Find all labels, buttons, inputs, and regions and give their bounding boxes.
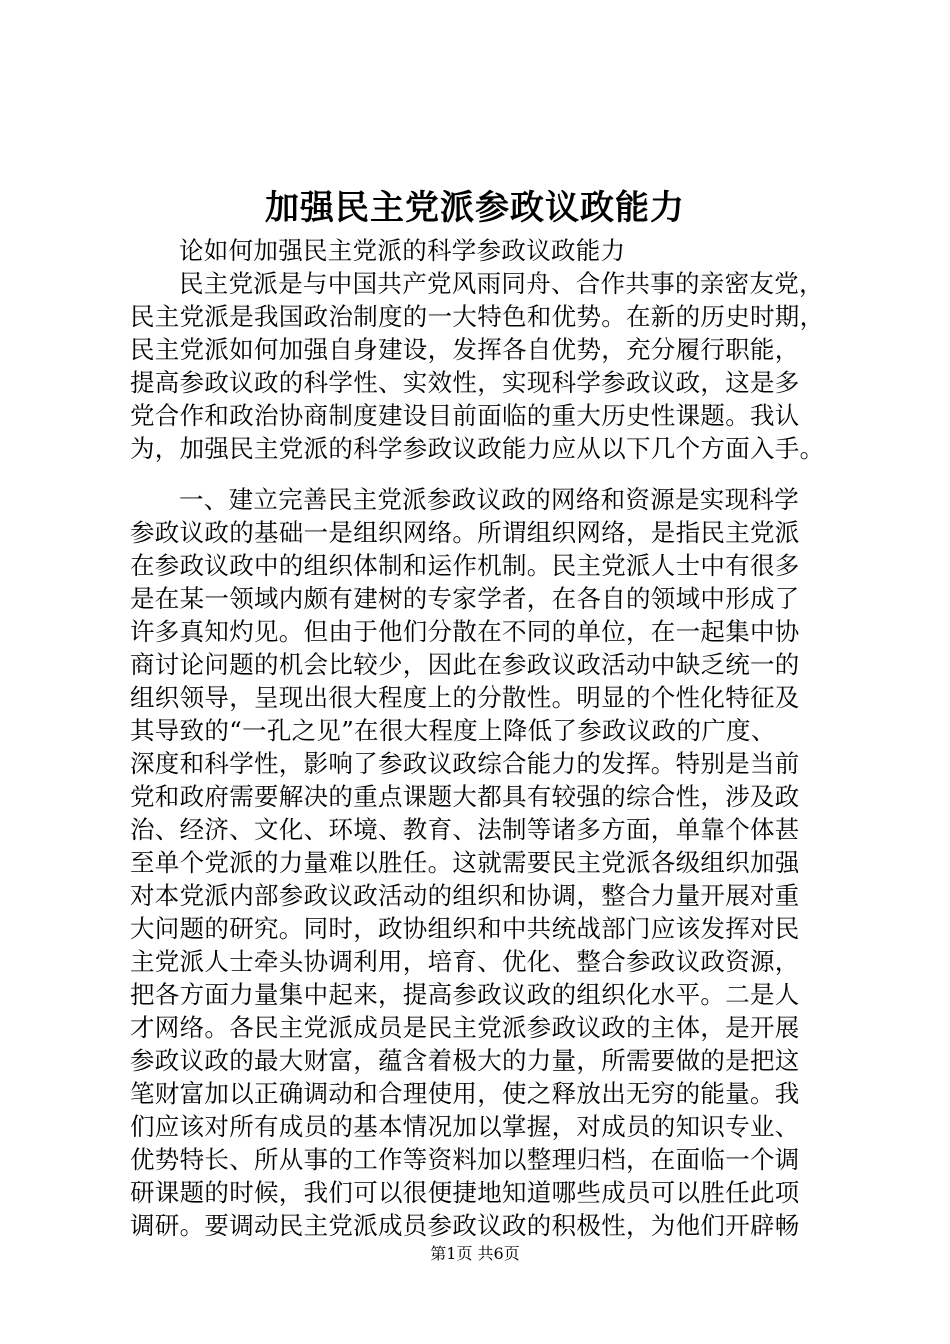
paragraph-line: 们应该对所有成员的基本情况加以掌握，对成员的知识专业、 (130, 1112, 800, 1141)
paragraph-line: 商讨论问题的机会比较少，因此在参政议政活动中缺乏统一的 (130, 650, 800, 679)
page-footer: 第1页 共6页 (430, 1244, 520, 1263)
paragraph-line: 为，加强民主党派的科学参政议政能力应从以下几个方面入手。 (130, 434, 825, 463)
paragraph-line: 民主党派是与中国共产党风雨同舟、合作共事的亲密友党， (179, 269, 824, 298)
paragraph-line: 才网络。各民主党派成员是民主党派参政议政的主体，是开展 (130, 1013, 800, 1042)
paragraph-line: 参政议政的基础一是组织网络。所谓组织网络，是指民主党派 (130, 518, 800, 547)
paragraph-line: 至单个党派的力量难以胜任。这就需要民主党派各级组织加强 (130, 848, 800, 877)
paragraph-2 (130, 483, 842, 1242)
paragraph-line: 党合作和政治协商制度建设目前面临的重大历史性课题。我认 (130, 401, 800, 430)
paragraph-gap (130, 465, 842, 483)
paragraph-line: 提高参政议政的科学性、实效性，实现科学参政议政，这是多 (130, 368, 800, 397)
paragraph-line: 治、经济、文化、环境、教育、法制等诸多方面，单靠个体甚 (130, 815, 800, 844)
document-title: 加强民主党派参政议政能力 (265, 188, 685, 228)
paragraph-line: 把各方面力量集中起来，提高参政议政的组织化水平。二是人 (130, 980, 800, 1009)
paragraph-line: 其导致的“一孔之见”在很大程度上降低了参政议政的广度、 (130, 716, 776, 745)
paragraph-line: 是在某一领域内颇有建树的专家学者，在各自的领域中形成了 (130, 584, 800, 613)
paragraph-line: 民主党派如何加强自身建设，发挥各自优势，充分履行职能， (130, 335, 800, 364)
paragraph-line: 研课题的时候，我们可以很便捷地知道哪些成员可以胜任此项 (130, 1178, 800, 1207)
paragraph-1 (130, 267, 842, 465)
paragraph-line: 组织领导，呈现出很大程度上的分散性。明显的个性化特征及 (130, 683, 800, 712)
paragraph-line: 党和政府需要解决的重点课题大都具有较强的综合性，涉及政 (130, 782, 800, 811)
paragraph-line: 大问题的研究。同时，政协组织和中共统战部门应该发挥对民 (130, 914, 800, 943)
paragraph-line: 参政议政的最大财富，蕴含着极大的力量，所需要做的是把这 (130, 1046, 800, 1075)
paragraph-line: 民主党派是我国政治制度的一大特色和优势。在新的历史时期， (130, 302, 825, 331)
paragraph-line: 笔财富加以正确调动和合理使用，使之释放出无穷的能量。我 (130, 1079, 800, 1108)
document-body (130, 234, 842, 1242)
paragraph-line: 优势特长、所从事的工作等资料加以整理归档，在面临一个调 (130, 1145, 800, 1174)
paragraph-line: 在参政议政中的组织体制和运作机制。民主党派人士中有很多 (130, 551, 800, 580)
paragraph-line: 一、建立完善民主党派参政议政的网络和资源是实现科学 (179, 485, 799, 514)
paragraph-line: 主党派人士牵头协调利用，培育、优化、整合参政议政资源， (130, 947, 800, 976)
paragraph-line: 对本党派内部参政议政活动的组织和协调，整合力量开展对重 (130, 881, 800, 910)
paragraph-line: 调研。要调动民主党派成员参政议政的积极性，为他们开辟畅 (130, 1211, 800, 1240)
subtitle-line: 论如何加强民主党派的科学参政议政能力 (179, 236, 626, 265)
paragraph-line: 深度和科学性，影响了参政议政综合能力的发挥。特别是当前 (130, 749, 800, 778)
paragraph-line: 许多真知灼见。但由于他们分散在不同的单位，在一起集中协 (130, 617, 800, 646)
